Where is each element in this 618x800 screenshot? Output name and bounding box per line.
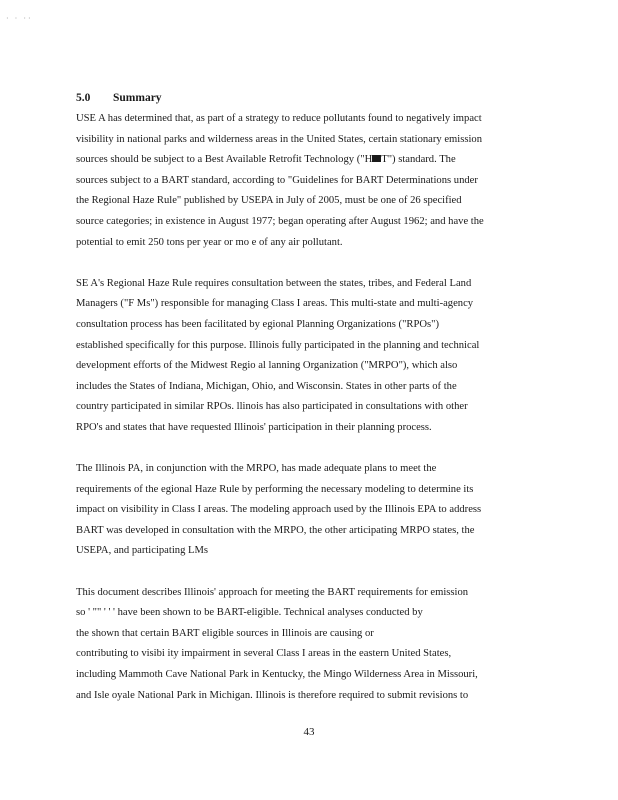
text-line: the shown that certain BART eligible sources in Illinois are causing or (76, 627, 374, 639)
text-line: and Isle oyale National Park in Michigan. Illinois is therefore required to submit revisions to (76, 689, 469, 701)
page-number: 43 (303, 726, 315, 738)
text-line: potential to emit 250 tons per year or mo e of any air pollutant. (76, 236, 343, 248)
text-line: SE A's Regional Haze Rule requires consultation between the states, tribes, and Federal Land (76, 277, 472, 289)
paragraph-consultation (76, 274, 526, 439)
text-fragment: sources should be subject to a Best Available Retrofit Technology ("H (76, 154, 373, 166)
section-heading (76, 88, 526, 109)
text-line: the Regional Haze Rule" published by USEPA in July of 2005, must be one of 26 specified (76, 195, 462, 207)
text-line: established specifically for this purpose. Illinois fully participated in the planning and technical (76, 339, 480, 351)
text-line: includes the States of Indiana, Michigan, Ohio, and Wisconsin. States in other parts of the (76, 380, 457, 392)
section-title: Summary (113, 92, 162, 104)
text-line: The Illinois PA, in conjunction with the MRPO, has made adequate plans to meet the (76, 463, 437, 475)
text-line: Managers ("F Ms") responsible for managing Class I areas. This multi-state and multi-agency (76, 298, 474, 310)
text-line: BART was developed in consultation with the MRPO, the other articipating MRPO states, the (76, 524, 475, 536)
text-line: source categories; in existence in August 1977; began operating after August 1962; and have the (76, 215, 484, 227)
text-line: contributing to visibi ity impairment in several Class I areas in the eastern United States, (76, 648, 452, 660)
text-line: so ' "" ' ' ' have been shown to be BART-eligible. Technical analyses conducted by (76, 607, 423, 619)
paragraph-bart-overview (76, 109, 526, 253)
section-number: 5.0 (76, 92, 91, 104)
text-fragment: T") standard. The (381, 154, 456, 166)
text-line: requirements of the egional Haze Rule by performing the necessary modeling to determine its (76, 483, 474, 495)
text-line: sources subject to a BART standard, according to "Guidelines for BART Determinations under (76, 174, 478, 186)
text-line: visibility in national parks and wilderness areas in the United States, certain stationary emission (76, 133, 483, 145)
text-line (76, 150, 526, 171)
text-line: impact on visibility in Class I areas. The modeling approach used by the Illinois EPA to address (76, 504, 482, 516)
text-line: including Mammoth Cave National Park in Kentucky, the Mingo Wilderness Area in Missouri, (76, 669, 478, 681)
text-line: development efforts of the Midwest Regio al lanning Organization ("MRPO"), which also (76, 360, 458, 372)
text-line: consultation process has been facilitated by egional Planning Organizations ("RPOs") (76, 318, 439, 330)
redaction-mark (372, 155, 381, 162)
text-line: USE A has determined that, as part of a strategy to reduce pollutants found to negatively impact (76, 113, 482, 124)
scan-corner-mark: · · ·· (6, 14, 33, 23)
text-line: This document describes Illinois' approach for meeting the BART requirements for emission (76, 586, 469, 598)
paragraph-approach (76, 583, 526, 707)
text-line: RPO's and states that have requested Illinois' participation in their planning process. (76, 421, 432, 433)
page-content (76, 88, 526, 727)
text-line: USEPA, and participating LMs (76, 545, 209, 557)
text-line: country participated in similar RPOs. llinois has also participated in consultations with other (76, 401, 468, 413)
paragraph-modeling (76, 459, 526, 562)
